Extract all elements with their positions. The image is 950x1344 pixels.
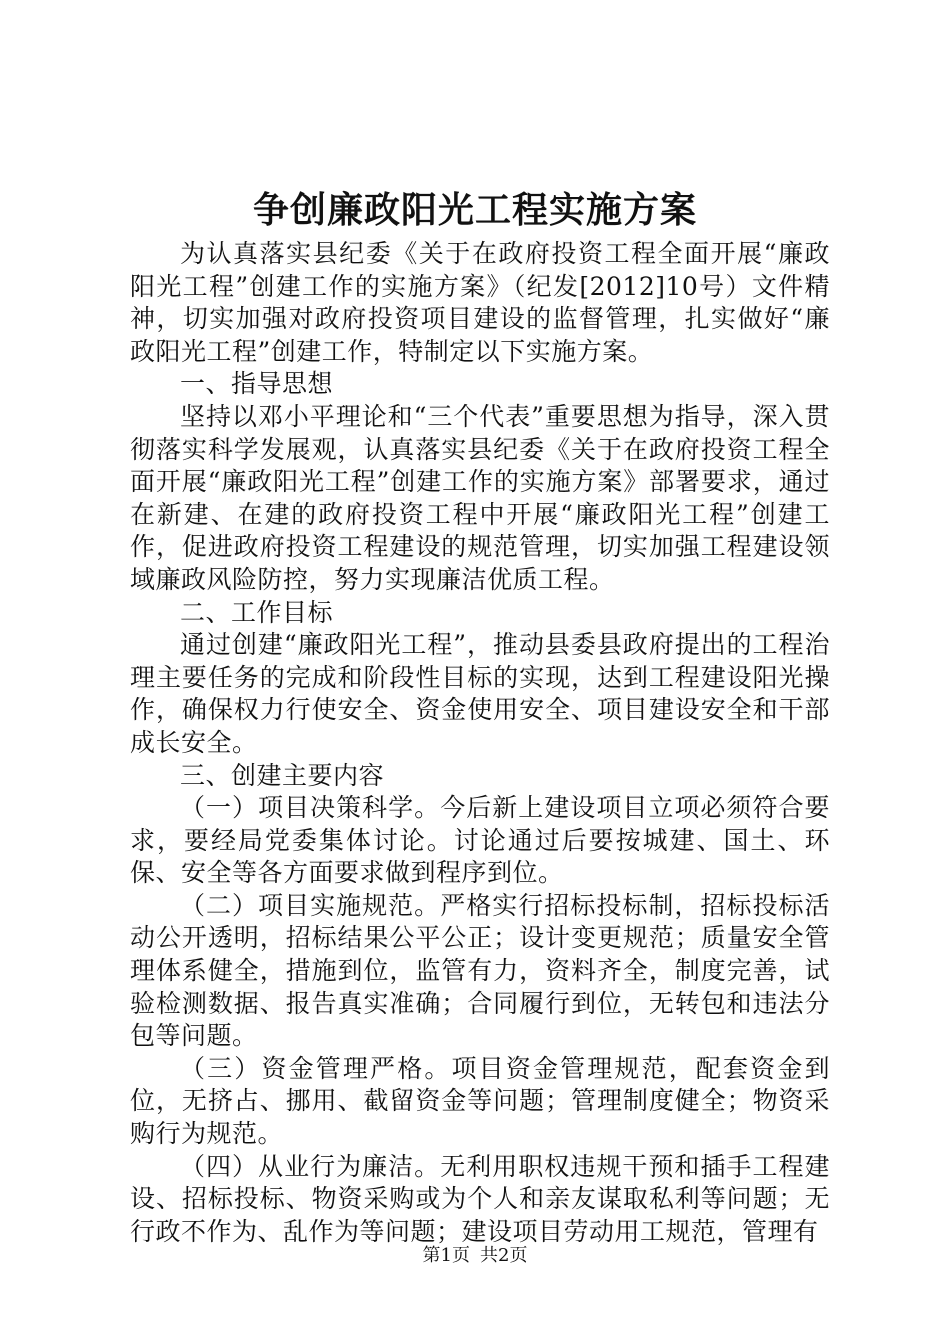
- section-heading-guiding-ideology: 一、指导思想: [180, 369, 334, 399]
- document-title: 争创廉政阳光工程实施方案: [252, 189, 697, 231]
- page-footer: [0, 1244, 950, 1268]
- section-heading-main-content: 三、创建主要内容: [180, 760, 385, 790]
- document-body: [130, 238, 830, 1248]
- work-goals-paragraph: 通过创建“廉政阳光工程”，推动县委县政府提出的工程治理主要任务的完成和阶段性目标的实现，达到工程建设阳光操作，确保权力行使安全、资金使用安全、项目建设安全和干部成长安全。: [130, 630, 830, 757]
- section-heading-work-goals: 二、工作目标: [180, 597, 334, 627]
- intro-paragraph: 为认真落实县纪委《关于在政府投资工程全面开展“廉政阳光工程”创建工作的实施方案》（纪发[2012]10号）文件精神，切实加强对政府投资项目建设的监督管理，扎实做好“廉政阳光工程”创建工作，特制定以下实施方案。: [130, 239, 830, 366]
- page-total: 共2页: [480, 1245, 528, 1266]
- content-item-funds: （三）资金管理严格。项目资金管理规范，配套资金到位，无挤占、挪用、截留资金等问题；管理制度健全；物资采购行为规范。: [130, 1053, 830, 1149]
- guiding-ideology-paragraph: 坚持以邓小平理论和“三个代表”重要思想为指导，深入贯彻落实科学发展观，认真落实县纪委《关于在政府投资工程全面开展“廉政阳光工程”创建工作的实施方案》部署要求，通过在新建、在建的政府投资工程中开展“廉政阳光工程”创建工作，促进政府投资工程建设的规范管理，切实加强工程建设领域廉政风险防控，努力实现廉洁优质工程。: [130, 401, 830, 594]
- content-item-implementation: （二）项目实施规范。严格实行招标投标制，招标投标活动公开透明，招标结果公平公正；设计变更规范；质量安全管理体系健全，措施到位，监管有力，资料齐全，制度完善，试验检测数据、报告真实准确；合同履行到位，无转包和违法分包等问题。: [130, 890, 830, 1051]
- page-number: 第1页: [422, 1245, 470, 1266]
- content-item-decision: （一）项目决策科学。今后新上建设项目立项必须符合要求，要经局党委集体讨论。讨论通过后要按城建、国土、环保、安全等各方面要求做到程序到位。: [130, 793, 830, 888]
- content-item-conduct: （四）从业行为廉洁。无利用职权违规干预和插手工程建设、招标投标、物资采购或为个人和亲友谋取私利等问题；无行政不作为、乱作为等问题；建设项目劳动用工规范，管理有: [130, 1151, 830, 1246]
